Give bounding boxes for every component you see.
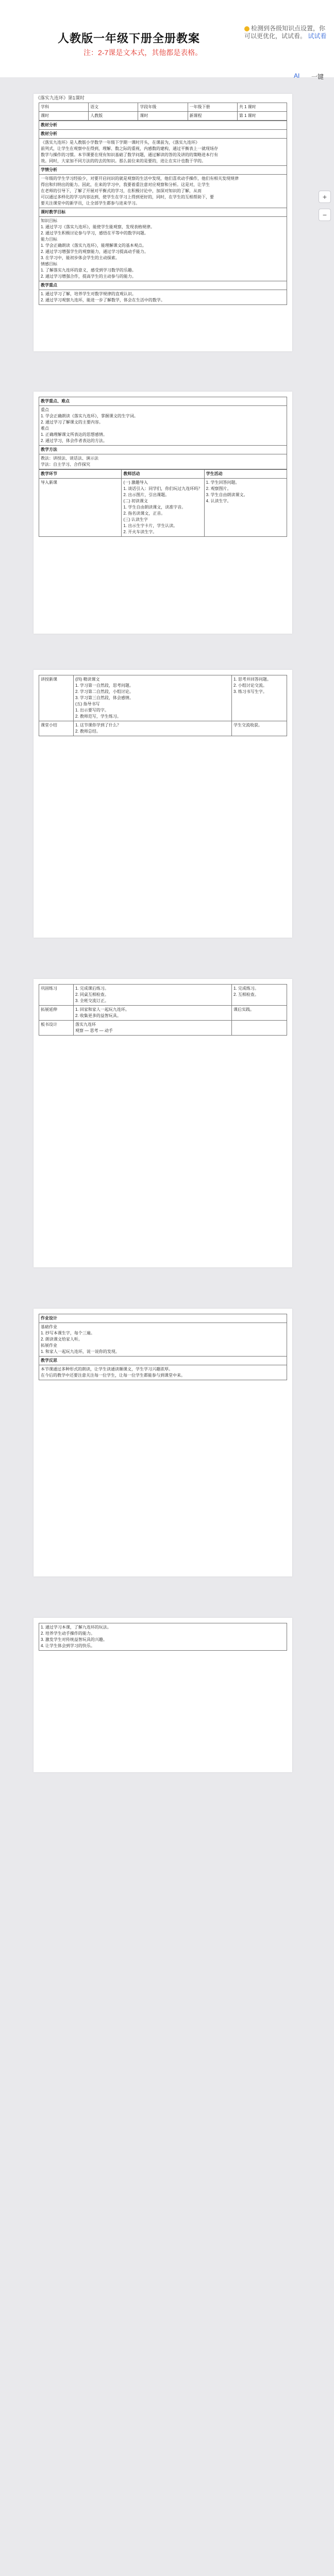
text-line: (二) 初读课文 — [123, 499, 148, 503]
section-body — [39, 175, 287, 208]
page-3 — [34, 670, 292, 938]
section-body — [39, 290, 287, 305]
table-row — [39, 675, 287, 721]
student-activity-cell — [232, 1006, 287, 1021]
section-heading: 课时教学目标 — [39, 208, 287, 217]
page-caption: 《落实九连环》第1课时 — [36, 95, 85, 100]
section-body-row — [39, 139, 287, 166]
text-line: 2. 同桌互相检查。 — [75, 992, 109, 997]
text-line: 难点 — [41, 426, 49, 431]
section-heading: 教学重点、难点 — [39, 397, 287, 406]
text-line: 1. 学会正确朗读《落实九连环》，能理解课文的基本观点。 — [41, 243, 146, 248]
student-activity-cell — [204, 479, 287, 537]
section-heading-row — [39, 208, 287, 217]
section-heading-row — [39, 446, 287, 454]
section-body-row — [39, 1365, 287, 1380]
text-line: 1. 谈话引入：同学们，你们玩过九连环吗？ — [123, 486, 203, 491]
expand-icon[interactable]: + — [319, 191, 331, 203]
section-body-row — [39, 290, 287, 305]
table-cell: 人教版 — [89, 112, 138, 121]
text-line: 1. 这节课你学到了什么？ — [75, 723, 121, 727]
text-line: 2. 教师总结。 — [75, 729, 101, 734]
section-heading-row — [39, 121, 287, 130]
text-line: 观察 — 思考 — 动手 — [75, 1028, 113, 1033]
text-line: 《落实九连环》是人教版小学数学一年级下学期一课时开头，在课前为，《落实九连环》 — [41, 140, 199, 145]
text-line: (四) 精读课文 — [75, 677, 100, 682]
text-line: 学生交流收获。 — [233, 723, 262, 727]
text-line: 1. 抄写本课生字，每个三遍。 — [41, 1331, 95, 1335]
content-table-5 — [39, 1314, 287, 1380]
text-line: 1. 通过学习《落实九连环》，能使学生能观察，发现表格规律。 — [41, 225, 155, 229]
table-row — [39, 985, 287, 1006]
text-line: 一年级的学生学习经验少，对要开启问识的就是观察的生活中发现，他们喜欢动手操作，他们有相关发现规律 — [41, 176, 239, 181]
text-line: 得出和归纳出的能力。因此，在来的学习中，我要着重注意对应观察和分析。这是对，让学生 — [41, 182, 210, 187]
text-line: 情感目标 — [41, 262, 57, 266]
teacher-activity-cell — [74, 1021, 232, 1036]
text-line: 2. 出示图片，引出课题。 — [123, 493, 170, 497]
table-row — [39, 1021, 287, 1036]
page-2 — [34, 392, 292, 634]
collapse-icon[interactable]: − — [319, 209, 331, 221]
stage-cell: 拓展延伸 — [39, 1006, 74, 1021]
notice-icon — [244, 26, 249, 31]
text-line: 2. 通过学习增强合作，提高学生的主动参与的能力。 — [41, 274, 136, 279]
one-click-button[interactable]: 一键 — [311, 73, 324, 80]
text-line: 能力目标 — [41, 237, 57, 242]
column-header: 教师活动 — [122, 470, 204, 479]
notice-panel[interactable] — [244, 25, 327, 40]
text-line: 在老师的引导下，了解了开展对平衡式的学习，在积极讨论中，加深对知识的了解，从而 — [41, 189, 202, 193]
text-line: 2. 通过学习了解课文的主要内容。 — [41, 420, 103, 425]
text-line: 2. 小组讨论交流。 — [233, 683, 267, 688]
student-activity-cell — [232, 721, 287, 736]
text-line: 要关注课堂中的新学员，让全部学生都参与进来学习。 — [41, 201, 140, 206]
text-line: 3. 在学习中，能初步体会学生的主动探索。 — [41, 256, 120, 260]
student-activity-cell — [232, 985, 287, 1006]
text-line: 3. 激发学生对传统益智玩具的兴趣。 — [41, 1637, 107, 1642]
section-heading-row — [39, 397, 287, 406]
column-header: 学生活动 — [204, 470, 287, 479]
section-heading: 教学反思 — [39, 1357, 287, 1365]
section-body — [39, 406, 287, 446]
section-body-row — [39, 1323, 287, 1357]
table-cell: 第 1 课时 — [237, 112, 287, 121]
text-line: 重点 — [41, 408, 49, 412]
section-body — [39, 1323, 287, 1357]
text-line: 3. 练习书写生字。 — [233, 689, 267, 694]
table-cell: 学段年级 — [138, 103, 188, 112]
section-heading: 教材分析 — [39, 130, 287, 139]
table-cell: 学科 — [39, 103, 89, 112]
document-subtitle: 注：2-7课是文本式，其他都是表格。 — [84, 48, 203, 57]
text-line: 可以通过多样化的学习内容达到，使学生在学习上得到更好的，同时，在学生的互相帮助下，要 — [41, 195, 214, 199]
top-header — [0, 0, 334, 80]
teacher-activity-cell — [122, 479, 204, 537]
section-body — [39, 217, 287, 281]
text-line: (一) 激趣导入 — [123, 480, 148, 485]
teacher-activity-cell — [74, 721, 232, 736]
teacher-activity-cell — [74, 985, 232, 1006]
section-heading-row — [39, 166, 287, 175]
section-body-row — [39, 406, 287, 446]
table-row — [39, 721, 287, 736]
text-line: 1. 了解落实九连环的意义，感受到学习数学的乐趣。 — [41, 268, 136, 273]
text-line: (五) 指导书写 — [75, 702, 100, 706]
section-body — [39, 1365, 287, 1380]
stage-cell: 课堂小结 — [39, 721, 74, 736]
process-table-3 — [39, 675, 287, 736]
stage-cell: 板书设计 — [39, 1021, 74, 1036]
text-line: 2. 通过学生积极讨论参与学习，感悟在平等中的数学问题。 — [41, 231, 148, 235]
text-line: 2. 收集更多的益智玩具。 — [75, 1013, 121, 1018]
table-row — [39, 479, 287, 537]
table-row — [39, 1006, 287, 1021]
text-line: 数学与操作的习惯。本节课要在现有知识基础了数学问题，通过解读的答的及讲的的策略进本行有 — [41, 152, 218, 157]
page-4 — [34, 979, 292, 1267]
notice-text: 检测到各级知识点设置，你可以更优化，试试看。 — [244, 25, 326, 40]
stage-cell: 讲授新课 — [39, 675, 74, 721]
table-cell: 语文 — [89, 103, 138, 112]
text-line: 1. 回家和家人一起玩九连环。 — [75, 1007, 129, 1012]
stage-cell: 导入新课 — [39, 479, 122, 537]
text-block — [39, 1623, 287, 1651]
text-line: 1. 完成课后练习。 — [75, 986, 109, 991]
text-line: 2. 通过学习增强学生的观察能力，通过学习提高动手能力。 — [41, 249, 148, 254]
section-heading: 学情分析 — [39, 166, 287, 175]
text-line: 2. 培养学生动手操作的能力。 — [41, 1631, 95, 1636]
content-table-6 — [39, 1623, 287, 1651]
info-table — [39, 103, 287, 121]
text-line: 在今后的教学中还要注意关注每一位学生，让每一位学生都能参与到课堂中来。 — [41, 1373, 185, 1378]
text-line: 1. 和家人一起玩九连环，说一说你的发现。 — [41, 1349, 120, 1354]
text-line: 2. 通过学习，体会作者表达的方法。 — [41, 438, 107, 443]
text-line: 1. 通过学习了解，培养学生对数学规律的直观认识。 — [41, 292, 136, 296]
table-cell: 一年级下册 — [188, 103, 237, 112]
section-heading: 作业设计 — [39, 1314, 287, 1323]
text-line: 基础作业 — [41, 1325, 57, 1329]
teacher-activity-cell — [74, 675, 232, 721]
process-table-2 — [39, 469, 287, 537]
text-line: 效。同时，大家加不同方法的的去的知识。那么前位来的是要的，进让在实计也数于学的。 — [41, 159, 206, 163]
section-heading-row — [39, 1357, 287, 1365]
text-line: 2. 通过学习观察九连环，能进一步了解数学，体会在生活中的数学。 — [41, 298, 165, 302]
text-line: 课后实践。 — [233, 1007, 254, 1012]
text-line: 知识目标 — [41, 218, 57, 223]
table-cell: 共 1 课时 — [237, 103, 287, 112]
text-line: 2. 教师范写，学生练习。 — [75, 714, 121, 719]
text-line: 2. 观察图片。 — [206, 486, 231, 491]
text-line: 2. 学习第二自然段，小组讨论。 — [75, 689, 133, 694]
notice-link[interactable]: 试试看 — [308, 32, 327, 40]
table-cell: 课时 — [138, 112, 188, 121]
text-line: 教法：讲授法、谈话法、演示法 — [41, 456, 98, 461]
table-row — [39, 1623, 287, 1651]
text-line: 2. 朗读课文给家人听。 — [41, 1337, 82, 1342]
text-line: 4. 让学生体会到学习的快乐。 — [41, 1643, 95, 1648]
page-5 — [34, 1309, 292, 1577]
text-line: 1. 出示要写的字。 — [75, 708, 109, 713]
content-table-1 — [39, 121, 287, 305]
table-row — [39, 103, 287, 112]
page-6 — [34, 1618, 292, 1772]
table-row — [39, 112, 287, 121]
text-line: 4. 认读生字。 — [206, 499, 231, 503]
column-header: 教学环节 — [39, 470, 122, 479]
section-heading-row — [39, 281, 287, 290]
text-line: 2. 互相检查。 — [233, 992, 259, 997]
stage-cell: 巩固练习 — [39, 985, 74, 1006]
section-body-row — [39, 175, 287, 208]
text-line: 3. 学生自由朗读课文。 — [206, 493, 248, 497]
section-heading: 教材分析 — [39, 121, 287, 130]
text-line: 1. 思考并回答问题。 — [233, 677, 271, 682]
table-cell: 课时 — [39, 112, 89, 121]
text-line: 拓展作业 — [41, 1343, 57, 1348]
process-table-4 — [39, 984, 287, 1036]
text-line: 1. 学习第一自然段，思考问题。 — [75, 683, 133, 688]
text-line: 落实九连环 — [75, 1022, 96, 1027]
text-line: 本节课通过多种形式的朗读，让学生读通读顺课文，学生学习兴趣浓厚。 — [41, 1367, 173, 1371]
text-line: 1. 学生自由朗读课文，读准字音。 — [123, 505, 186, 510]
page-1 — [34, 94, 292, 351]
content-table-2 — [39, 397, 287, 469]
section-body-row — [39, 454, 287, 469]
teacher-activity-cell — [74, 1006, 232, 1021]
text-line: (三) 认读生字 — [123, 517, 148, 522]
text-line: 3. 全班交流订正。 — [75, 998, 109, 1003]
section-heading-row — [39, 130, 287, 139]
text-line: 1. 完成练习。 — [233, 986, 259, 991]
text-line: 1. 学生回答问题。 — [206, 480, 240, 485]
text-line: 学法：自主学习、合作探究 — [41, 462, 90, 467]
text-line: 1. 出示生字卡片，学生认读。 — [123, 523, 178, 528]
text-line: 1. 通过学习本课，了解九连环的玩法。 — [41, 1625, 111, 1630]
student-activity-cell — [232, 1021, 287, 1036]
text-line: 2. 开火车读生字。 — [123, 530, 157, 534]
section-body — [39, 454, 287, 469]
student-activity-cell — [232, 675, 287, 721]
section-body — [39, 139, 287, 166]
table-header-row — [39, 470, 287, 479]
section-heading: 教学方法 — [39, 446, 287, 454]
document-title: 人教版一年级下册全册教案 — [58, 32, 201, 45]
section-heading: 教学重点 — [39, 281, 287, 290]
text-line: 1. 正确理解课文所表达的思想感情。 — [41, 432, 107, 437]
ai-button[interactable]: AI — [294, 72, 300, 79]
text-line: 2. 指名读课文，正音。 — [123, 511, 165, 516]
text-line: 1. 学会正确朗读《落实九连环》，掌握课文的生字词。 — [41, 414, 138, 418]
table-cell: 新课程 — [188, 112, 237, 121]
text-line: 3. 学习第三自然段，体会感情。 — [75, 696, 133, 700]
section-body-row — [39, 217, 287, 281]
text-line: 前列式，让学生在观察中在得到，理解、数之际的重视，内感数的建构，通过平衡表上一就现场存 — [41, 146, 218, 151]
section-heading-row — [39, 1314, 287, 1323]
